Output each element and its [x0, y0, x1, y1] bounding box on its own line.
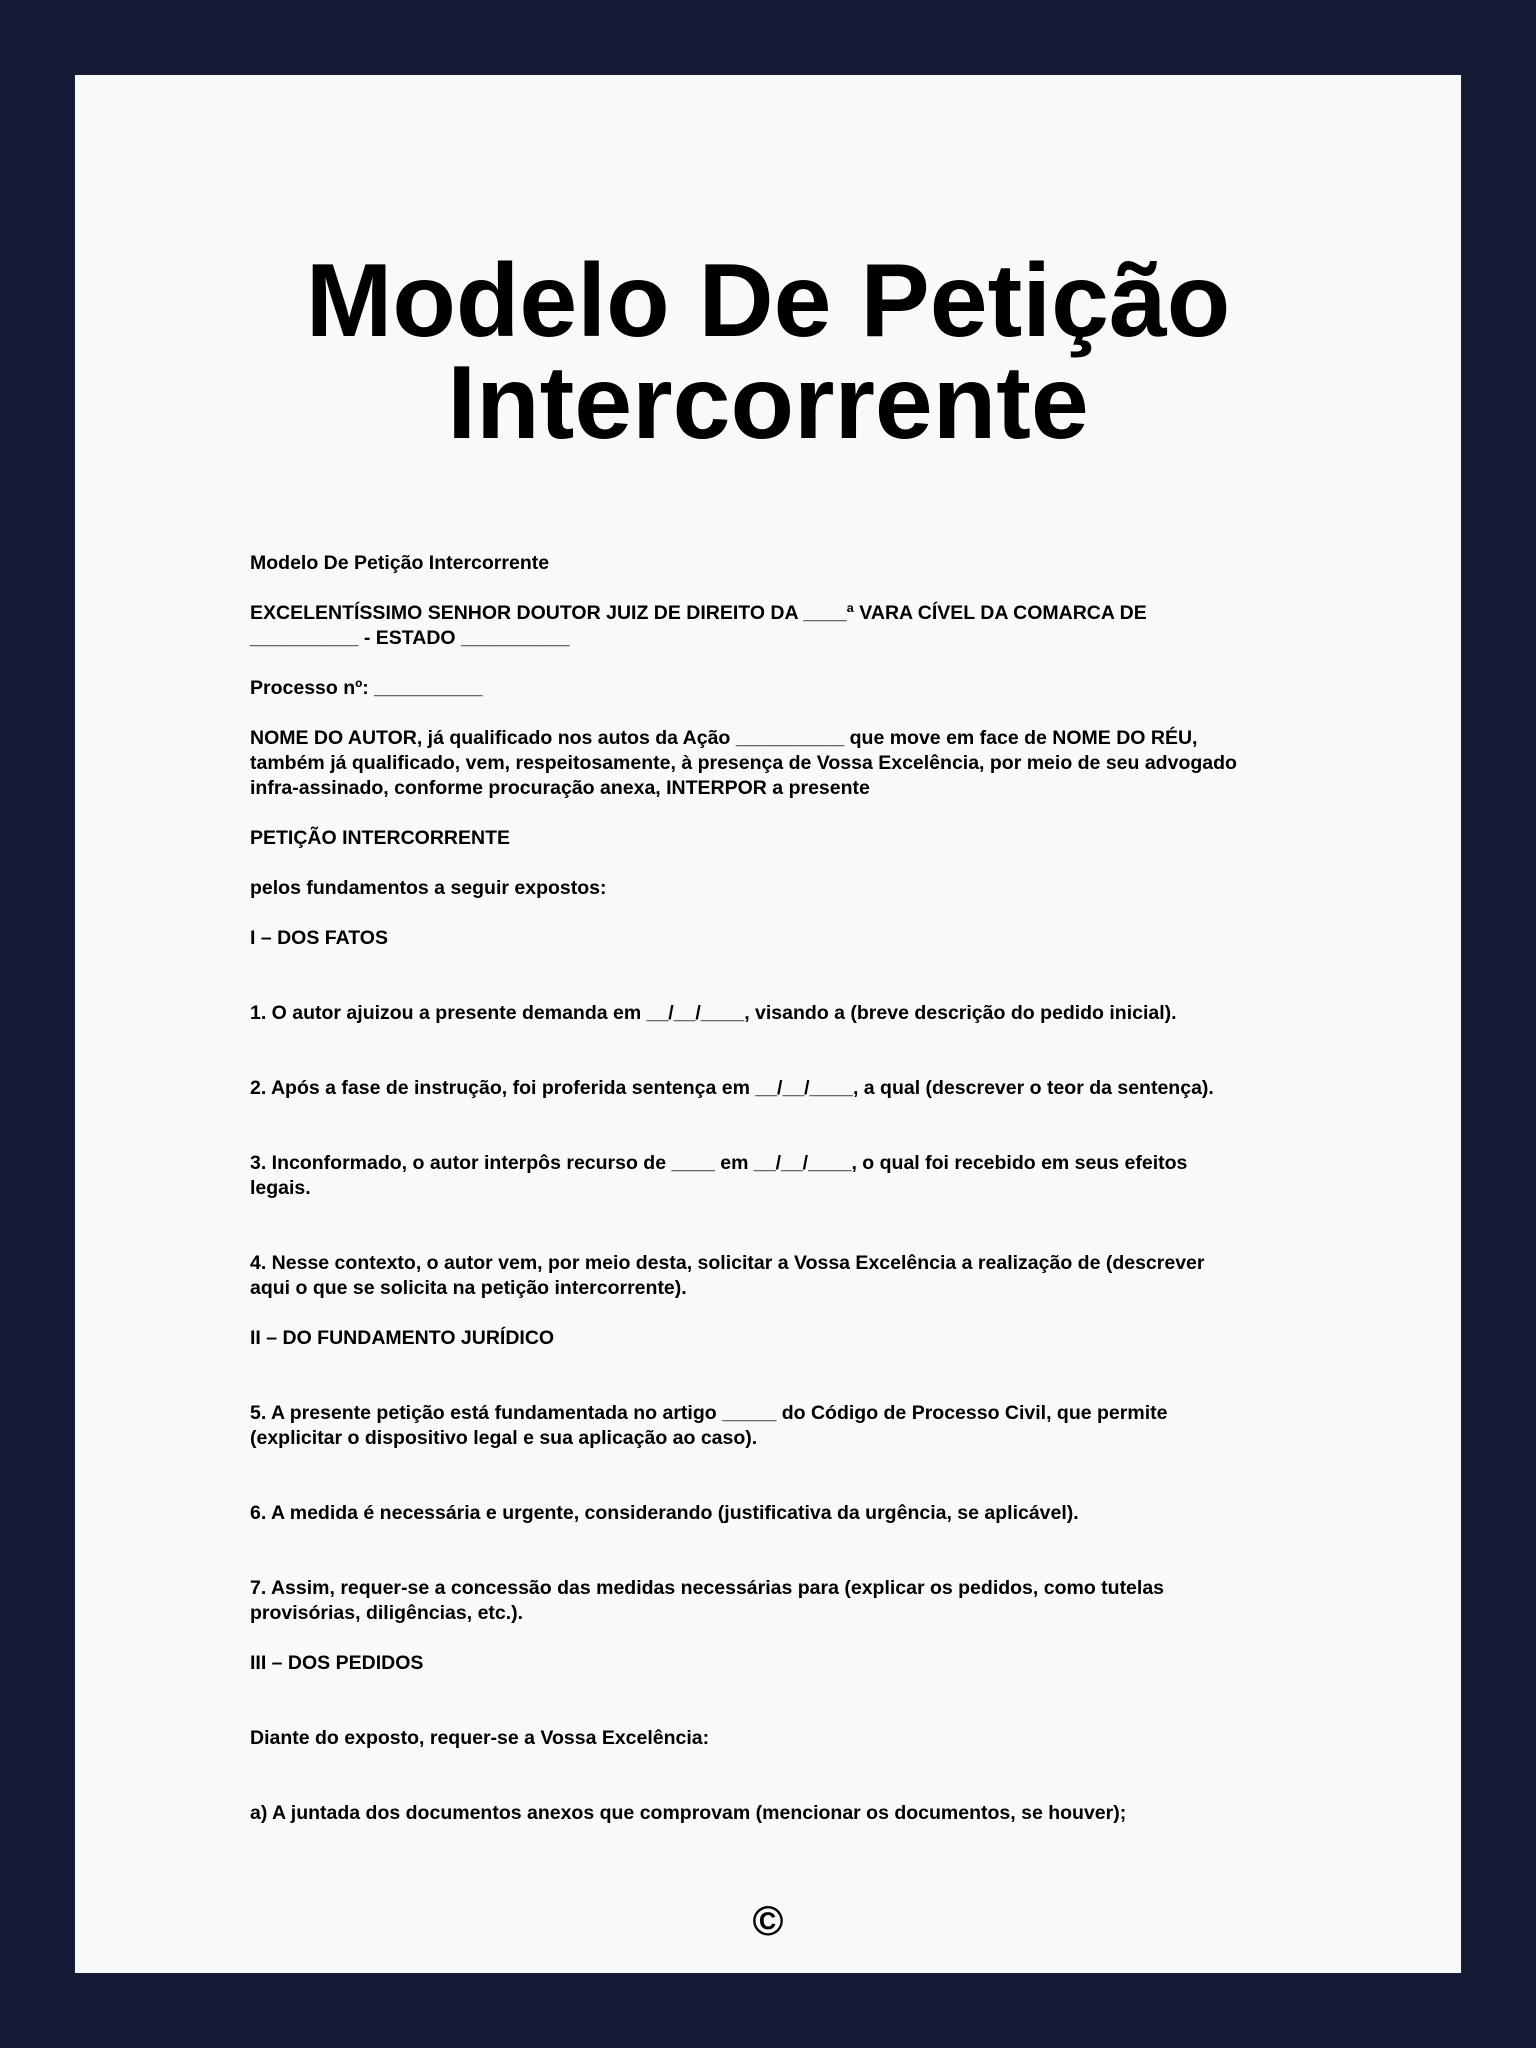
document-title	[75, 243, 1461, 461]
copyright-icon: ©	[752, 1897, 784, 1944]
grounds-intro: pelos fundamentos a seguir expostos:	[250, 877, 607, 899]
list-item-3: 3. Inconformado, o autor interpôs recurso de ____ em __/__/____, o qual foi recebido em seus efeitos legais.	[250, 1152, 1188, 1199]
list-item-1: 1. O autor ajuizou a presente demanda em __/__/____, visando a (breve descrição do pedido inicial).	[250, 1002, 1177, 1024]
section-heading-legal: II – DO FUNDAMENTO JURÍDICO	[250, 1327, 555, 1349]
subtitle: Modelo De Petição Intercorrente	[250, 552, 550, 574]
section-heading-requests: III – DOS PEDIDOS	[250, 1652, 424, 1674]
list-item-5: 5. A presente petição está fundamentada no artigo _____ do Código de Processo Civil, que permite (explicitar o dispositivo legal e sua aplicação ao caso).	[250, 1402, 1168, 1449]
intro-paragraph: NOME DO AUTOR, já qualificado nos autos da Ação __________ que move em face de NOME DO RÉU, também já qualificado, vem, respeitosamente, à presença de Vossa Excelência, por meio de seu advogado infra-assinado, conforme procuração anexa, INTERPOR a presente	[250, 727, 1237, 799]
list-item-2: 2. Após a fase de instrução, foi proferida sentença em __/__/____, a qual (descrever o teor da sentença).	[250, 1077, 1214, 1099]
list-item-4: 4. Nesse contexto, o autor vem, por meio desta, solicitar a Vossa Excelência a realização de (descrever aqui o que se solicita na petição intercorrente).	[250, 1252, 1205, 1299]
list-item-7: 7. Assim, requer-se a concessão das medidas necessárias para (explicar os pedidos, como tutelas provisórias, diligências, etc.).	[250, 1577, 1165, 1624]
court-address: EXCELENTÍSSIMO SENHOR DOUTOR JUIZ DE DIREITO DA ____ª VARA CÍVEL DA COMARCA DE __________ - ESTADO __________	[250, 602, 1147, 649]
title-line-1: Modelo De Petição	[305, 243, 1231, 359]
process-number: Processo nº: __________	[250, 677, 483, 699]
section-heading-facts: I – DOS FATOS	[250, 927, 388, 949]
requests-intro: Diante do exposto, requer-se a Vossa Excelência:	[250, 1727, 710, 1749]
request-item-a: a) A juntada dos documentos anexos que comprovam (mencionar os documentos, se houver);	[250, 1802, 1127, 1824]
document-page	[75, 75, 1461, 1973]
petition-heading: PETIÇÃO INTERCORRENTE	[250, 827, 511, 849]
list-item-6: 6. A medida é necessária e urgente, considerando (justificativa da urgência, se aplicável).	[250, 1502, 1079, 1524]
title-line-2: Intercorrente	[447, 345, 1089, 461]
